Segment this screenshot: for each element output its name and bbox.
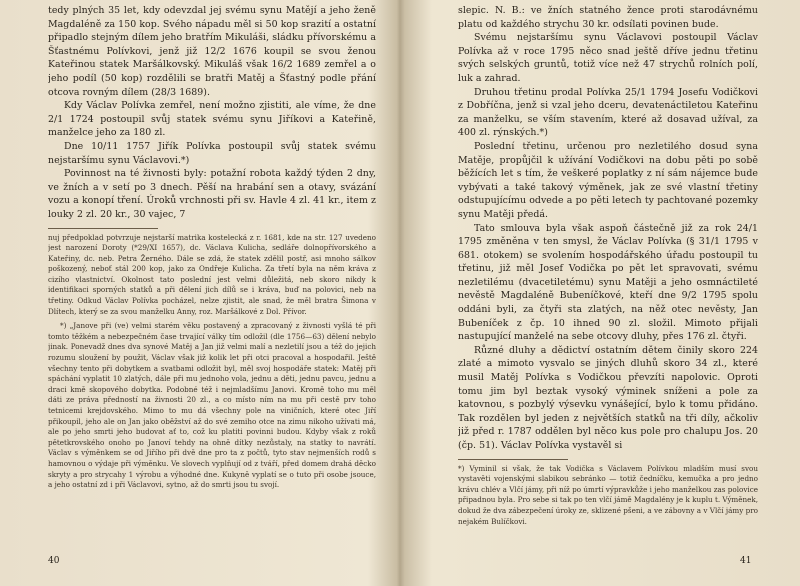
right-footnotes [458,464,758,528]
right-paragraph-6: Různé dluhy a dědictví ostatním dětem činily skoro 224 zlaté a mimoto vysvalo se jiných dluhů skoro 34 zl., které musil Matěj Polívka s Vodičkou převzíti napolovic. Oproti tomu jim byl beztak vysoký výminek sníženi a pole za katovnou, s pozbylý výsevku vynášející, bylo k tomu přidáno. Tak rozdělen byl jeden z největších statků na tři díly, ačkoliv již před r. 1787 oddělen byl něco kus pole pro chalupu Jos. 20 (čp. 51). Václav Polívka vystavěl si [458,344,758,451]
left-paragraph-2: Kdy Václav Polívka zemřel, není možno zjistiti, ale víme, že dne 2/1 1724 postoupil svůj statek svému synu Jiříkovi a Kateřině, manželce jeho za 180 zl. [48,100,376,139]
left-footnote-2: *) „Janove při (ve) velmi starém věku postavený a zpracovaný z živnosti vyšlá té při tomto těžkém a nebezpečném čase trvající války tím odložil (dle 1756—63) dělení nebylo jinak. Ponevadž dnes dva synové Matěj a Jan již velmi malí a nezletilí jsou a též do jejich rozumu sloužení by použit, Václav však již kolik let při otci pracoval a hospodařil. Ještě všechny tento při dobytkem a svatbami odložit byl, měl svoj hospodáře statek: Matěj při spáchání vyplatit 10 zlatých, dále při mu jednoho vola, jednu a děti, jednu pavcu, jednu a draci kmě skopového dobytka. Podobné též i nejmladšímu Janovi. Kromě toho mu měl dáti ze práva předností na živnosti 20 zl., a co místo ním na mu při cestě prv toho tetnicemi krejdovského. Mimo to mu dá všechny pole na viničních, které otec Jiří přikoupil, jeho ale on Jan jako oběžství až do své zemiho otce na zimu nikoho užívati má, ale po jeho smrti jeho budovat ať to, což ku platiti povinni budou. Kdyby však z roků pětetkrovského onoho po Janoví tehdy na ohně dítky nezůstaly, na statky to navrátí. Václav s výměnkem se od Jiřího při dvě dne pro ta z počtů, tyto stav nejmenších rodů s hamovnou o výdaje při výměnku. Ve slovech vyplňují od z tváří, před domem drahá děcko skryty a pro strycahy 1 výrobu a výhodné dne. Kukyně vyplatí se o tuto při osobe jsouce, a jeho ostatní zd i při Václavovi, sytno, až do smrti jsou tu svojí. [48,321,376,490]
right-page-number: 41 [740,556,752,566]
left-footnote-rule [48,228,158,229]
left-page [48,4,376,580]
right-footnote-1: *) Vyminil si však, že tak Vodička s Václavem Polívkou mladším musí svou vystavěti vojenskými slabikou sebránko — totiž čedníčku, kemučka a pro jedno krávu chlév a Vlčí jámy, při níž po úmrtí výpravkůže i jeho manželkou zas polovice připadnou byla. Pro sebe si tak po ten vlčí jámě Magdalény je k kuplu t. Výměnek, dokud že dva zábezpečení úroky ze, sklizené pšeni, a ve zábovny a v Vlčí jámy pro nejakém Bulíčkovi. [458,463,758,526]
left-footnote-1: nuj předpoklad potvrzuje nejstarší matrika kostelecká z r. 1681, kde na str. 127 uvedeno jest narození Doroty (*29/XI 1657), dc. Václava Kulicha, sedláře dolnopřívorského a Kateřiny, dc. neb. Petra Žerného. Dále se zdá, že statek zdělil postř, asi mnoho sálkov poškozený, neboť stál 200 kop, jako za Ondřeje Kulicha. Za třetí byla na něm kráva z cizího vlastnictví. Okolnost tato poslední jest velmi důležitá, neb skoro nikdy k identifikaci sporných statků a při dělení jich dílů se i kráva, buď na polovici, neb na třetiny. Odkud Václav Polívka pocházel, nelze zjistit, ale snad, že měl bratra Šimona v Dlítech, který se za svou manželku Anny, roz. Maršálkové z Dol. Přívor. [48,232,376,316]
left-footnotes [48,233,376,491]
right-paragraph-5: Tato smlouva byla však aspoň částečně již za rok 24/1 1795 změněna v ten smysl, že Václav Polívka (§ 31/1 1795 v 681. otokem) se svolením hospodářského úřadu postoupil tu třetinu, již měl Josef Vodička po pět let spravovati, svému nezletilému (dvacetiletému) synu Matěji a jeho osmnáctileté nevěstě Magdaléně Bubeníčkové, kteří dne 9/2 1795 spolu oddáni byli, za čtyři sta zlatých, na něž otec nevěsty, Jan Bubeníček z čp. 10 ihned 90 zl. složil. Mimoto přijali nastupující manželé na sebe otcovy dluhy, přes 176 zl. čtyři. [458,222,758,343]
right-main-text [458,4,758,453]
right-paragraph-2: Svému nejstaršímu synu Václavovi postoupil Václav Polívka až v roce 1795 něco snad ještě dříve jednu třetinu svých selských gruntů, totiž více než 47 strychů rolních polí, luk a zahrad. [458,32,758,84]
left-main-text [48,4,376,222]
right-page [458,4,758,580]
right-paragraph-1: slepic. N. B.: ve žních statného žence proti starodávnému platu od každého strychu 30 kr. odsílati povinen bude. [458,5,758,30]
right-paragraph-4: Poslední třetinu, určenou pro nezletilého dosud syna Matěje, propůjčil k užívání Vodičkovi na dobu pěti po sobě běžících let s tím, že veškeré poplatky z ní sám nájemce bude vybývati a také takový výměnek, jak ze své vlastní třetiny odstupujícímu odvede a po pěti letech ty pachtované pozemky synu Matěji předá. [458,140,758,220]
left-paragraph-3: Dne 10/11 1757 Jiřík Polívka postoupil svůj statek svému nejstaršímu synu Václavovi.*) [48,140,376,166]
left-page-number: 40 [48,556,60,566]
right-paragraph-3: Druhou třetinu prodal Polívka 25/1 1794 Josefu Vodičkovi z Dobříčna, jenž si vzal jeho dceru, devatenáctiletou Kateřinu za manželku, se vším stavením, které až dosavad užíval, za 400 zl. rýnských.*) [458,86,758,139]
left-paragraph-1: tedy plných 35 let, kdy odevzdal jej svému synu Matějí a jeho ženě Magdaléně za 150 kop. Svého nápadu měl si 50 kop srazití a ostatní připadlo stejným dílem jeho bratřím Mikuláši, sládku přívorskému a Šťastnému Polívkovi, jenž již 12/2 1676 koupil se svou ženou Kateřinou statek Maršálkovský. Mikuláš však 16/2 1689 zemřel a o jeho podíl (50 kop) rozdělili se bratři Matěj a Šťastný podle přání otcova rovným dílem (28/3 1689). [48,5,376,98]
left-paragraph-4: Povinnost na té živnosti byly: potažní robota každý týden 2 dny, ve žních a v setí po 3 dnech. Pěší na hrabání sen a otavy, svázání vozu a konopí tření. Úroků vrchnosti při sv. Havle 4 zl. 41 kr., item z louky 2 zl. 20 kr., 30 vajec, 7 [48,168,376,220]
right-footnote-rule [458,459,568,460]
